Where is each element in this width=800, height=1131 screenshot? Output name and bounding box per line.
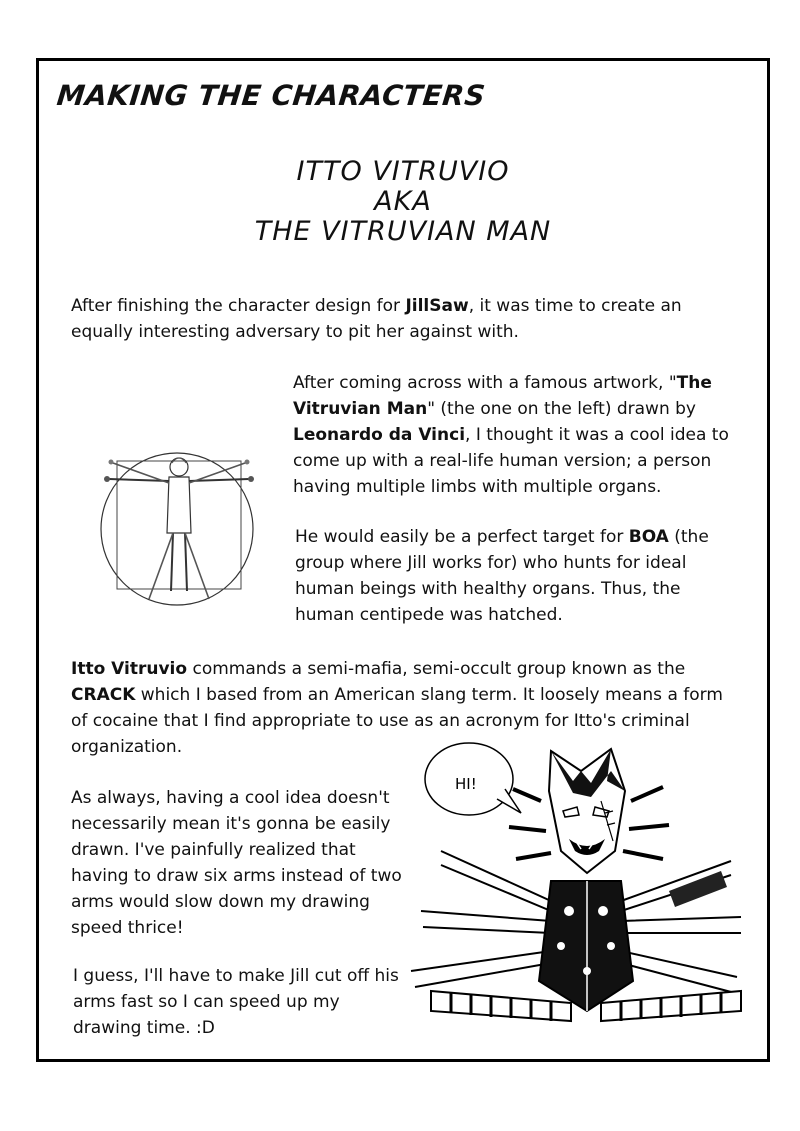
target-paragraph: He would easily be a perfect target for BOA (the group where Jill works for) who hunts for ideal human beings with healthy organs. Thus, the human centipede was hatched. [295, 527, 709, 625]
character-title-line-1: ITTO VITRUVIO [296, 156, 510, 187]
artist-name: Leonardo da Vinci [293, 425, 466, 445]
jillsaw-name: JillSaw [405, 296, 469, 316]
character-title-line-2: AKA [374, 186, 432, 217]
character-title [39, 157, 767, 247]
boa-name: BOA [628, 527, 669, 547]
vitruvian-paragraph: After coming across with a famous artwork, "The Vitruvian Man" (the one on the left) drawn by Leonardo da Vinci, I thought it was a cool idea to come up with a real-life human version; a person having multiple limbs with multiple organs. [293, 373, 729, 497]
speech-bubble-text: HI! [455, 775, 477, 793]
intro-paragraph: After finishing the character design for JillSaw, it was time to create an equally interesting adversary to pit her against with. [71, 296, 682, 342]
itto-name: Itto Vitruvio [71, 659, 188, 679]
itto-vitruvio-illustration [401, 741, 746, 1059]
crack-paragraph: Itto Vitruvio commands a semi-mafia, semi-occult group known as the CRACK which I based from an American slang term. It loosely means a form of cocaine that I find appropriate to use as an acronym for Itto's criminal organization. [71, 659, 723, 757]
vitruvian-man-illustration [69, 433, 279, 608]
drawing-difficulty-paragraph: As always, having a cool idea doesn't necessarily mean it's gonna be easily drawn. I've painfully realized that having to draw six arms instead of two arms would slow down my drawing speed thrice! [71, 788, 402, 938]
crack-name: CRACK [71, 685, 136, 705]
artwork-name: The Vitruvian Man [293, 373, 712, 419]
speech-bubble [425, 743, 521, 815]
page-frame [36, 58, 770, 1062]
section-heading: MAKING THE CHARACTERS [55, 79, 487, 112]
character-title-line-3: THE VITRUVIAN MAN [254, 216, 552, 247]
closing-paragraph: I guess, I'll have to make Jill cut off his arms fast so I can speed up my drawing time. :D [73, 966, 399, 1038]
